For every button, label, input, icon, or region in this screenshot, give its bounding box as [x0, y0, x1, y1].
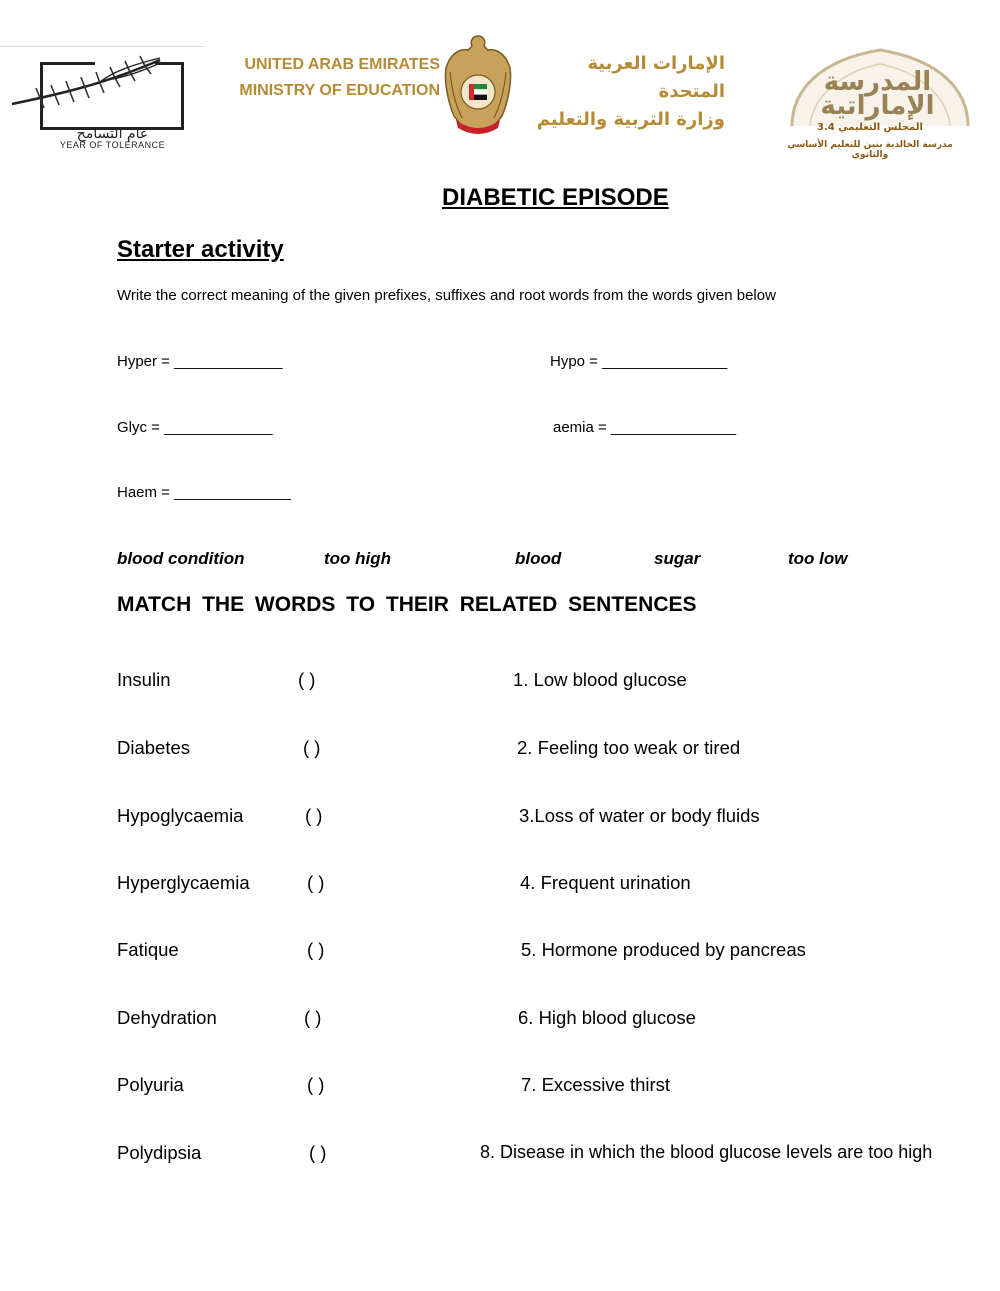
- match-definition: 1. Low blood glucose: [513, 669, 687, 690]
- word-bank-item[interactable]: blood: [515, 549, 562, 568]
- starter-instruction: Write the correct meaning of the given prefixes, suffixes and root words from the words given below: [117, 287, 776, 304]
- match-heading: MATCH THE WORDS TO THEIR RELATED SENTENCES: [117, 593, 697, 616]
- match-definition: 2. Feeling too weak or tired: [517, 737, 741, 758]
- ministry-arabic-line2: وزارة التربية والتعليم: [536, 109, 725, 130]
- fill-blank-aemia[interactable]: aemia = _______________: [553, 419, 737, 436]
- match-definition: 5. Hormone produced by pancreas: [521, 939, 806, 960]
- word-bank-item[interactable]: too low: [788, 549, 848, 568]
- ministry-arabic-line1: الإمارات العربية المتحدة: [587, 53, 725, 102]
- match-term: Polyuria: [117, 1074, 184, 1095]
- match-answer-slot[interactable]: ( ): [307, 939, 325, 960]
- header-divider: [0, 46, 205, 47]
- word-bank-item[interactable]: sugar: [654, 549, 701, 568]
- fill-blank-hypo[interactable]: Hypo = _______________: [550, 353, 728, 370]
- uae-emblem-icon: [442, 32, 514, 140]
- tolerance-arabic: عام التسامح: [76, 126, 149, 142]
- match-term: Dehydration: [117, 1007, 217, 1028]
- match-answer-slot[interactable]: ( ): [307, 872, 325, 893]
- match-definition: 8. Disease in which the blood glucose levels are too high: [480, 1142, 933, 1162]
- ministry-english-line1: UNITED ARAB EMIRATES: [244, 56, 440, 73]
- match-term: Hypoglycaemia: [117, 805, 244, 826]
- match-term: Hyperglycaemia: [117, 872, 250, 893]
- match-answer-slot[interactable]: ( ): [303, 737, 321, 758]
- starter-heading: Starter activity: [117, 236, 284, 263]
- word-bank-item[interactable]: too high: [324, 549, 392, 568]
- page-title: DIABETIC EPISODE: [442, 184, 669, 211]
- match-answer-slot[interactable]: ( ): [309, 1142, 327, 1163]
- match-answer-slot[interactable]: ( ): [307, 1074, 325, 1095]
- fill-blank-hyper[interactable]: Hyper = _____________: [117, 353, 283, 370]
- match-definition: 4. Frequent urination: [520, 872, 691, 893]
- fill-blank-haem[interactable]: Haem = ______________: [117, 484, 291, 501]
- school-subtitle: مدرسة الخالدية بنين للتعليم الأساسي والثانوي: [787, 140, 953, 160]
- match-definition: 7. Excessive thirst: [521, 1074, 671, 1095]
- match-term: Insulin: [117, 669, 171, 690]
- fill-blank-glyc[interactable]: Glyc = _____________: [117, 419, 273, 436]
- match-definition: 3.Loss of water or body fluids: [519, 805, 760, 826]
- ghaf-tree-icon: [10, 52, 180, 122]
- match-answer-slot[interactable]: ( ): [298, 669, 316, 690]
- ministry-english-line2: MINISTRY OF EDUCATION: [239, 82, 440, 99]
- match-term: Fatique: [117, 939, 179, 960]
- match-answer-slot[interactable]: ( ): [304, 1007, 322, 1028]
- match-definition: 6. High blood glucose: [518, 1007, 696, 1028]
- school-name-arabic: المدرسة الإماراتية: [820, 67, 935, 121]
- ministry-english: [225, 52, 440, 104]
- school-council: المجلس التعليمي 3.4: [817, 122, 923, 133]
- match-answer-slot[interactable]: ( ): [305, 805, 323, 826]
- match-term: Diabetes: [117, 737, 191, 758]
- ministry-arabic: [520, 50, 725, 134]
- tolerance-english: YEAR OF TOLERANCE: [59, 140, 166, 150]
- match-term: Polydipsia: [117, 1142, 202, 1163]
- word-bank-item[interactable]: blood condition: [117, 549, 245, 568]
